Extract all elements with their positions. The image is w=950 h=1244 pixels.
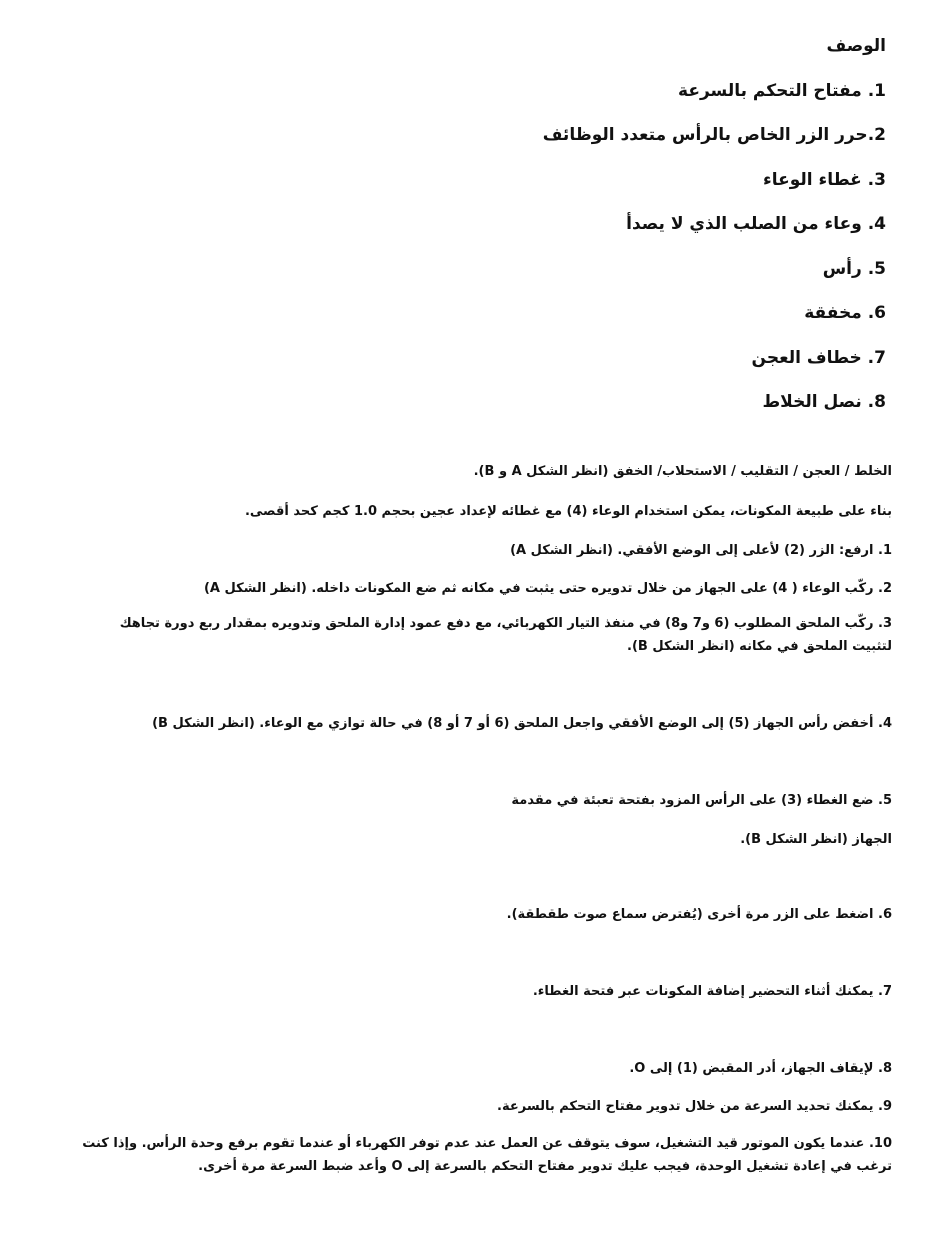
part-item-head-release-button: 2.حرر الزر الخاص بالرأس متعدد الوظائف: [542, 125, 886, 145]
part-item-whisk: 6. مخفقة: [804, 303, 886, 323]
part-item-steel-bowl: 4. وعاء من الصلب الذي لا يصدأ: [626, 214, 886, 234]
description-heading: الوصف: [826, 36, 886, 56]
instruction-step-6: 6. اضغط على الزر مرة أخرى (يُفترض سماع صوت طقطقة).: [506, 907, 892, 922]
instruction-step-7: 7. يمكنك أثناء التحضير إضافة المكونات عبر فتحة الغطاء.: [532, 984, 892, 999]
instruction-step-1: 1. ارفع: الزر (2) لأعلى إلى الوضع الأفقي. (انظر الشكل A): [510, 543, 892, 558]
part-item-speed-switch: 1. مفتاح التحكم بالسرعة: [678, 81, 886, 101]
instruction-step-2: 2. ركّب الوعاء ( 4) على الجهاز من خلال تدويره حتى يثبت في مكانه ثم ضع المكونات داخله. (انظر الشكل A): [203, 581, 892, 596]
instruction-step-4: 4. أخفض رأس الجهاز (5) إلى الوضع الأفقي واجعل الملحق (6 أو 7 أو 8) في حالة توازي مع الوعاء. (انظر الشكل B): [152, 716, 892, 731]
instruction-step-3: 3. ركّب الملحق المطلوب (6 و7 و8) في منفذ التيار الكهربائي، مع دفع عمود إدارة الملحق وتدويره بمقدار ربع دورة تجاهك لتثبيت الملحق في مكانه (انظر الشكل B).: [119, 616, 892, 654]
part-item-head: 5. رأس: [822, 259, 886, 279]
part-item-bowl-lid: 3. غطاء الوعاء: [763, 170, 886, 190]
part-item-dough-hook: 7. خطاف العجن: [751, 348, 886, 368]
instruction-step-5: 5. ضع الغطاء (3) على الرأس المزود بفتحة تعبئة في مقدمة: [511, 793, 892, 808]
instruction-step-10: 10. عندما يكون الموتور قيد التشغيل، سوف يتوقف عن العمل عند عدم توفر الكهرباء أو عندما تقوم برفع وحدة الرأس. وإذا كنت ترغب في إعادة تشغيل الوحدة، فيجب عليك تدوير مفتاح التحكم بالسرعة إلى O وأعد ضبط السرعة مرة أخرى.: [82, 1136, 892, 1174]
instructions-intro: بناء على طبيعة المكونات، يمكن استخدام الوعاء (4) مع غطائه لإعداد عجين بحجم 1.0 كجم كحد أقصى.: [244, 504, 892, 519]
instruction-step-9: 9. يمكنك تحديد السرعة من خلال تدوير مفتاح التحكم بالسرعة.: [497, 1099, 892, 1114]
part-item-mixer-blade: 8. نصل الخلاط: [762, 392, 886, 412]
instructions-title: الخلط / العجن / التقليب / الاستحلاب/ الخفق (انظر الشكل A و B).: [473, 464, 892, 479]
instruction-step-5-continued: الجهاز (انظر الشكل B).: [740, 832, 892, 847]
instruction-step-8: 8. لإيقاف الجهاز، أدر المقبض (1) إلى O.: [629, 1061, 892, 1076]
